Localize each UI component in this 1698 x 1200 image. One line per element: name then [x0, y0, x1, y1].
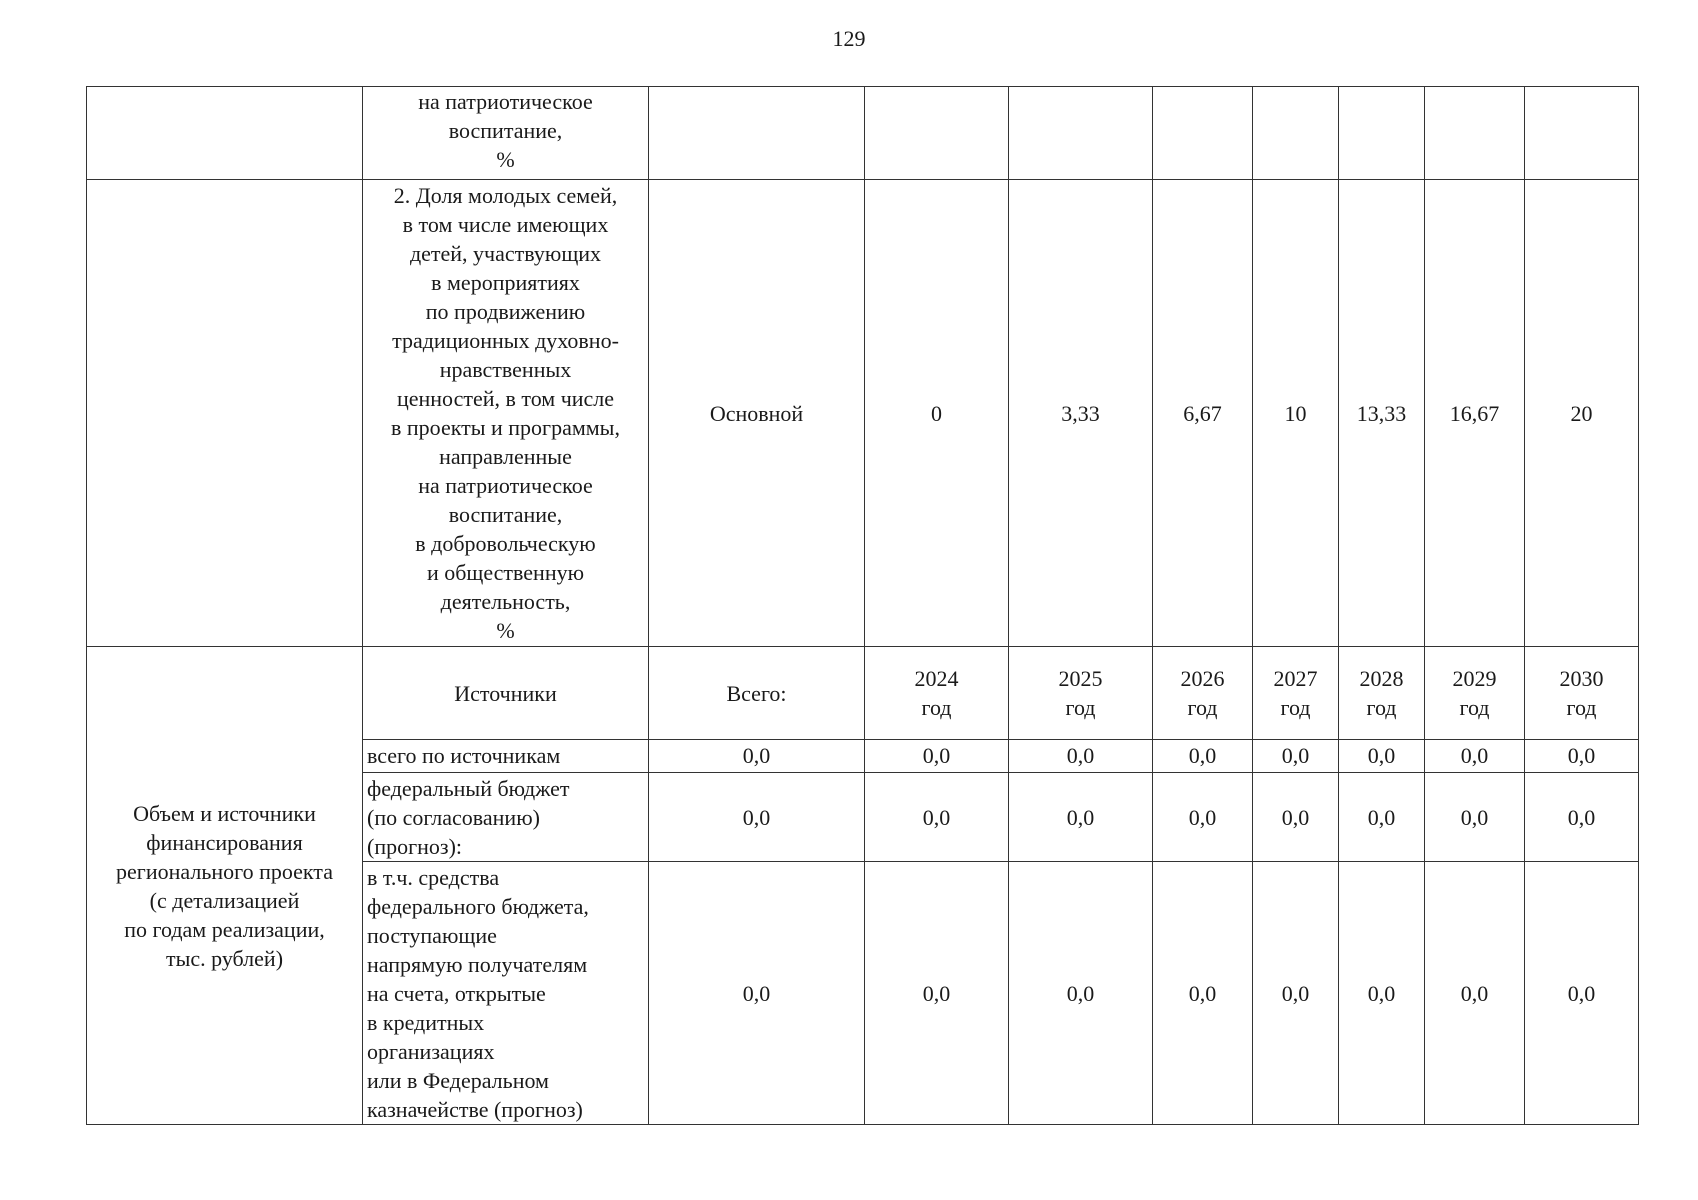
page-number: 129: [832, 26, 866, 51]
header-year-2027: 2027 год: [1253, 647, 1339, 740]
header-year-2024: 2024 год: [865, 647, 1009, 740]
source-value: 0,0: [1339, 740, 1425, 773]
source-value: 0,0: [865, 740, 1009, 773]
source-value: 0,0: [1339, 862, 1425, 1125]
source-value: 0,0: [1153, 773, 1253, 862]
header-year-2028: 2028 год: [1339, 647, 1425, 740]
source-total: 0,0: [649, 862, 865, 1125]
indicator-2-value-2028: 13,33: [1339, 180, 1425, 647]
indicator-1-name-cell: на патриотическое воспитание, %: [363, 87, 649, 180]
project-table: [86, 86, 1639, 1125]
source-value: 0,0: [1009, 740, 1153, 773]
indicator-1-value-cell: [1253, 87, 1339, 180]
indicator-1-value-cell: [865, 87, 1009, 180]
indicator-2-type: Основной: [649, 180, 865, 647]
source-value: 0,0: [865, 862, 1009, 1125]
header-year-2030: 2030 год: [1525, 647, 1639, 740]
indicator-1-value-cell: [1425, 87, 1525, 180]
indicator-2-value-2026: 6,67: [1153, 180, 1253, 647]
indicator-2-value-2025: 3,33: [1009, 180, 1153, 647]
indicator-1-value-cell: [1009, 87, 1153, 180]
header-total: Всего:: [649, 647, 865, 740]
indicator-1-row: [87, 87, 1639, 180]
source-label: в т.ч. средства федерального бюджета, поступающие напрямую получателям на счета, открытые в кредитных организациях или в Федеральном казначействе (прогноз): [363, 862, 649, 1125]
source-value: 0,0: [1253, 773, 1339, 862]
source-label: всего по источникам: [363, 740, 649, 773]
indicator-1-value-cell: [1153, 87, 1253, 180]
source-value: 0,0: [865, 773, 1009, 862]
source-value: 0,0: [1009, 862, 1153, 1125]
indicator-2-value-2029: 16,67: [1425, 180, 1525, 647]
source-value: 0,0: [1253, 862, 1339, 1125]
indicator-1-value-cell: [1525, 87, 1639, 180]
indicator-2-value-2027: 10: [1253, 180, 1339, 647]
source-total: 0,0: [649, 773, 865, 862]
source-value: 0,0: [1153, 862, 1253, 1125]
source-value: 0,0: [1425, 862, 1525, 1125]
source-value: 0,0: [1425, 773, 1525, 862]
header-year-2026: 2026 год: [1153, 647, 1253, 740]
source-value: 0,0: [1009, 773, 1153, 862]
source-label: федеральный бюджет (по согласованию) (прогноз):: [363, 773, 649, 862]
indicator-2-value-2030: 20: [1525, 180, 1639, 647]
financing-header-row: [87, 647, 1639, 740]
source-value: 0,0: [1253, 740, 1339, 773]
indicator-1-value-cell: [1339, 87, 1425, 180]
financing-section-label: Объем и источники финансирования регионального проекта (с детализацией по годам реализации, тыс. рублей): [87, 647, 363, 1125]
header-year-2029: 2029 год: [1425, 647, 1525, 740]
source-value: 0,0: [1425, 740, 1525, 773]
source-value: 0,0: [1339, 773, 1425, 862]
indicator-2-value-2024: 0: [865, 180, 1009, 647]
source-total: 0,0: [649, 740, 865, 773]
empty-section-cell: [87, 87, 363, 180]
indicator-2-row: [87, 180, 1639, 647]
header-sources: Источники: [363, 647, 649, 740]
source-value: 0,0: [1525, 740, 1639, 773]
source-value: 0,0: [1525, 773, 1639, 862]
indicator-2-name-cell: 2. Доля молодых семей, в том числе имеющих детей, участвующих в мероприятиях по продвижению традиционных духовно- нравственных ценностей, в том числе в проекты и программы, направленные на патриотическое воспитание, в добровольческую и общественную деятельность, %: [363, 180, 649, 647]
empty-section-cell: [87, 180, 363, 647]
header-year-2025: 2025 год: [1009, 647, 1153, 740]
indicator-1-type-cell: [649, 87, 865, 180]
source-value: 0,0: [1525, 862, 1639, 1125]
source-value: 0,0: [1153, 740, 1253, 773]
